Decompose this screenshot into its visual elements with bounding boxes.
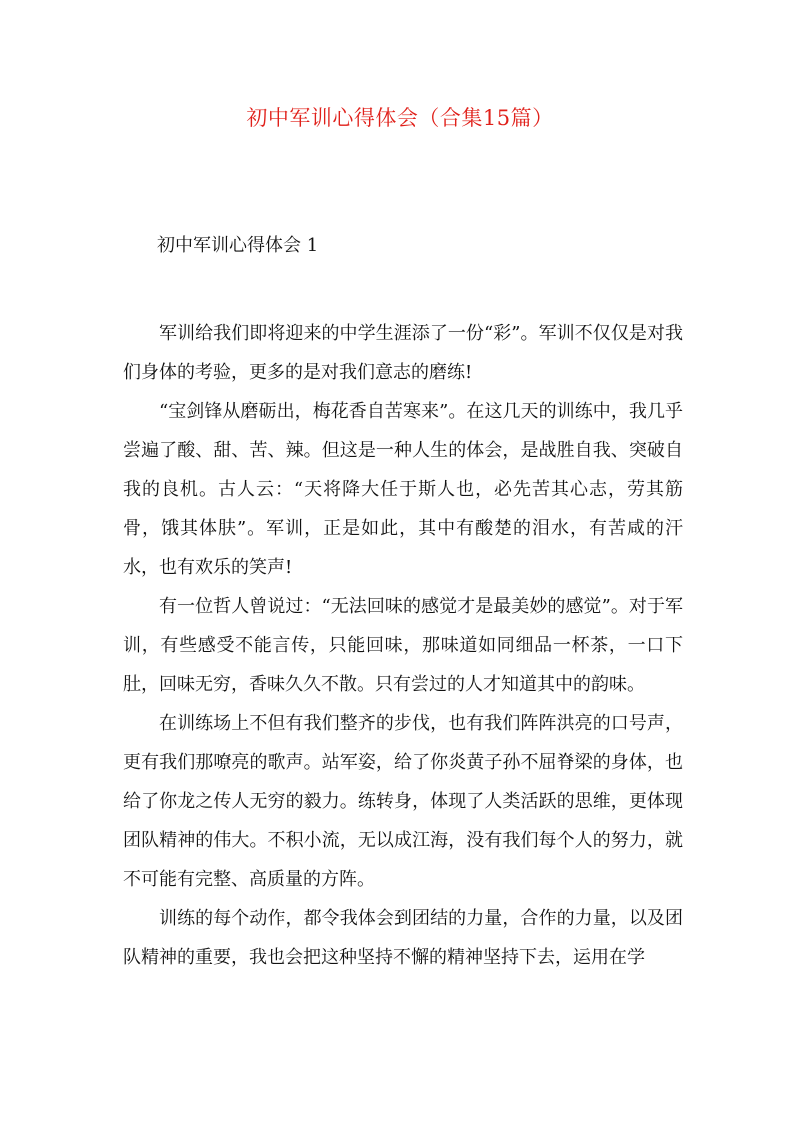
document-title: 初中军训心得体会（合集15篇） [246, 106, 554, 130]
body-text [123, 314, 683, 977]
section-heading: 初中军训心得体会 1 [157, 235, 319, 256]
paragraph: 有一位哲人曾说过：“无法回味的感觉才是最美妙的感觉”。对于军训，有些感受不能言传，只能回味，那味道如同细品一杯茶，一口下肚，回味无穷，香味久久不散。只有尝过的人才知道其中的韵味。 [123, 596, 683, 695]
paragraph: 训练的每个动作，都令我体会到团结的力量，合作的力量，以及团队精神的重要，我也会把这种坚持不懈的精神坚持下去，运用在学 [123, 908, 683, 968]
paragraph: 在训练场上不但有我们整齐的步伐，也有我们阵阵洪亮的口号声，更有我们那嘹亮的歌声。站军姿，给了你炎黄子孙不屈脊梁的身体，也给了你龙之传人无穷的毅力。练转身，体现了人类活跃的思维，更体现团队精神的伟大。不积小流，无以成江海，没有我们每个人的努力，就不可能有完整、高质量的方阵。 [123, 713, 683, 890]
paragraph: “宝剑锋从磨砺出，梅花香自苦寒来”。在这几天的训练中，我几乎尝遍了酸、甜、苦、辣。但这是一种人生的体会，是战胜自我、突破自我的良机。古人云：“天将降大任于斯人也，必先苦其心志，劳其筋骨，饿其体肤”。军训，正是如此，其中有酸楚的泪水，有苦咸的汗水，也有欢乐的笑声! [123, 401, 683, 578]
paragraph: 军训给我们即将迎来的中学生涯添了一份“彩”。军训不仅仅是对我们身体的考验，更多的是对我们意志的磨练! [123, 323, 683, 383]
